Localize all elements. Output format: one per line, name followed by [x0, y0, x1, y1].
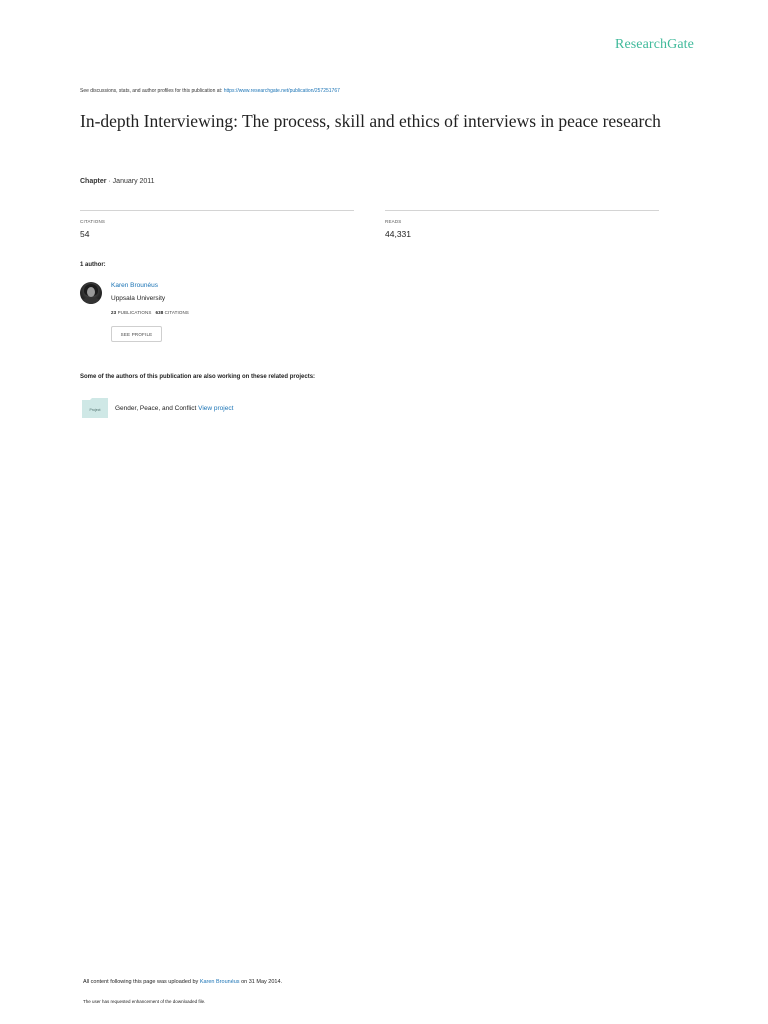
citations-value: 54 — [80, 229, 90, 239]
project-item — [115, 405, 233, 412]
upload-note — [83, 979, 282, 985]
uploader-link[interactable]: Karen Brounéus — [199, 979, 240, 985]
project-icon-label: Project — [89, 408, 101, 412]
avatar[interactable] — [80, 282, 102, 304]
project-folder-icon — [82, 398, 108, 418]
author-institution: Uppsala University — [111, 295, 166, 302]
author-stats — [111, 310, 189, 315]
upload-prefix: All content following this page was uploaded by — [83, 979, 200, 985]
project-name: Gender, Peace, and Conflict — [115, 405, 199, 412]
see-profile-button[interactable]: SEE PROFILE — [111, 326, 162, 342]
discussion-line — [80, 88, 340, 94]
view-project-link[interactable]: View project — [198, 405, 234, 412]
discussion-prefix: See discussions, stats, and author profiles for this publication at: — [80, 88, 224, 94]
reads-divider — [385, 210, 659, 211]
enhancement-note: The user has requested enhancement of the downloaded file. — [83, 999, 206, 1004]
author-publications-count: 23 — [111, 310, 117, 315]
researchgate-logo[interactable]: ResearchGate — [615, 37, 694, 52]
publication-meta — [80, 178, 155, 185]
related-projects-heading: Some of the authors of this publication are also working on these related projects: — [80, 374, 316, 380]
author-citations-label: CITATIONS — [163, 310, 189, 315]
citations-divider — [80, 210, 354, 211]
publication-date: · January 2011 — [106, 178, 155, 185]
publication-type: Chapter — [80, 178, 107, 185]
reads-value: 44,331 — [385, 229, 411, 239]
publication-url-link[interactable]: https://www.researchgate.net/publication/257251767 — [223, 88, 340, 94]
publication-title: In-depth Interviewing: The process, skill and ethics of interviews in peace research — [80, 111, 661, 131]
author-publications-label: PUBLICATIONS — [116, 310, 156, 315]
upload-suffix: on 31 May 2014. — [239, 979, 283, 985]
reads-label: READS — [385, 219, 402, 224]
author-citations-count: 638 — [155, 310, 164, 315]
author-name-link[interactable]: Karen Brounéus — [111, 282, 158, 289]
citations-label: CITATIONS — [80, 219, 106, 224]
author-count: 1 author: — [80, 262, 106, 268]
